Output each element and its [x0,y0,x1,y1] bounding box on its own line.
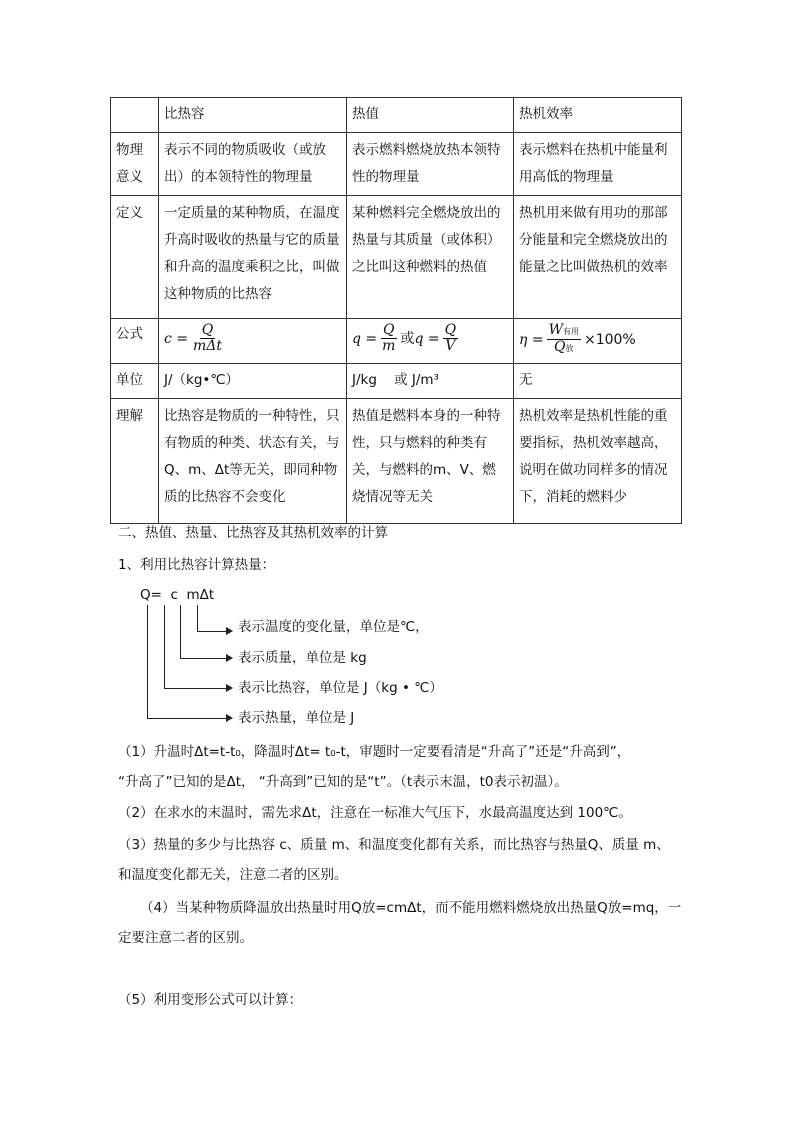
table-header-row [111,98,682,133]
formula-fraction [191,323,224,354]
label-mass: 表示质量，单位是 kg [238,650,367,666]
cell-meaning-specific-heat: 表示不同的物质吸收（或放出）的本领特性的物理量 [159,133,347,196]
note-1-line-2: “升高了”已知的是Δt， “升高到”已知的是“t”。（t表示末温，t0表示初温）。 [118,774,568,790]
label-specific-heat: 表示比热容，单位是 J（kg • ℃） [238,680,443,696]
connector-line [147,718,226,719]
formula-lhs: q = [352,330,378,347]
cell-formula-heat-value [347,319,514,364]
formula-denominator [552,340,575,356]
note-3-line-1: （3）热量的多少与比热容 c、质量 m、和温度变化都有关系，而比热容与热量Q、质量 m、 [118,837,670,853]
comparison-table [110,97,682,524]
formula-numerator [547,323,581,340]
formula-lhs: q = [414,330,440,347]
formula-fraction [547,323,581,356]
arrow-right-icon [226,714,233,722]
table-row [111,319,682,364]
denominator-subscript: 放 [565,344,574,353]
connector-line [180,605,181,658]
connector-line [147,605,148,718]
note-3-line-2: 和温度变化都无关，注意二者的区别。 [118,867,348,883]
table-row [111,196,682,319]
note-4-line-2: 定要注意二者的区别。 [118,930,253,946]
label-temperature-change: 表示温度的变化量，单位是℃， [238,619,429,635]
cell-definition-efficiency: 热机用来做有用功的那部分能量和完全燃烧放出的能量之比叫做热机的效率 [514,196,682,319]
note-2: （2）在求水的末温时，需先求Δt，注意在一标准大气压下，水最高温度达到 100℃。 [118,805,632,821]
note-4-line-1: （4）当某种物质降温放出热量时用Q放=cmΔt，而不能用燃料燃烧放出热量Q放=mq，一 [140,900,682,916]
section-heading: 二、热值、热量、比热容及其热机效率的计算 [118,525,388,541]
formula-tail: ×100% [583,331,636,348]
arrow-right-icon [226,627,233,635]
cell-formula-specific-heat [159,319,347,364]
label-heat: 表示热量，单位是 J [238,710,355,726]
heat-formula: Q= c mΔt [140,587,215,603]
formula-numerator: Q [201,322,214,338]
connector-line [164,605,165,688]
header-heat-value: 热值 [347,98,514,133]
formula-denominator: V [445,338,456,354]
formula-numerator: Q [383,322,395,338]
cell-understanding-heat-value: 热值是燃料本身的一种特性，只与燃料的种类有关，与燃料的m、V、燃烧情况等无关 [347,399,514,524]
subsection-heading: 1、利用比热容计算热量： [118,557,276,573]
cell-meaning-efficiency: 表示燃料在热机中能量利用高低的物理量 [514,133,682,196]
specific-heat-formula [164,323,227,354]
note-5: （5）利用变形公式可以计算： [118,992,303,1008]
row-label-formula: 公式 [111,319,159,364]
cell-meaning-heat-value: 表示燃料燃烧放热本领特性的物理量 [347,133,514,196]
cell-definition-heat-value: 某种燃料完全燃烧放出的热量与其质量（或体积）之比叫这种燃料的热值 [347,196,514,319]
formula-fraction [380,323,397,354]
formula-lhs: η = [519,331,544,348]
connector-line [197,631,226,632]
cell-unit-specific-heat: J/（kg•℃） [159,364,347,399]
header-specific-heat: 比热容 [159,98,347,133]
cell-formula-efficiency [514,319,682,364]
header-cell-empty [111,98,159,133]
row-label-definition: 定义 [111,196,159,319]
table-row [111,364,682,399]
connector-line [164,688,226,689]
formula-denominator: m [382,338,396,354]
denominator-symbol: Q [554,339,566,355]
formula-denominator: mΔt [193,338,223,354]
cell-definition-specific-heat: 一定质量的某种物质，在温度升高时吸收的热量与它的质量和升高的温度乘积之比，叫做这种物质的比热容 [159,196,347,319]
formula-or: 或 [400,330,415,347]
note-1-line-1: （1）升温时Δt=t-t₀，降温时Δt= t₀-t，审题时一定要看清是“升高了”还是“升高到”， [118,744,631,760]
header-efficiency: 热机效率 [514,98,682,133]
cell-unit-efficiency: 无 [514,364,682,399]
cell-understanding-efficiency: 热机效率是热机性能的重要指标，热机效率越高，说明在做功同样多的情况下，消耗的燃料少 [514,399,682,524]
cell-understanding-specific-heat: 比热容是物质的一种特性，只有物质的种类、状态有关，与Q、m、Δt等无关，即同种物质的比热容不会变化 [159,399,347,524]
numerator-symbol: W [548,322,563,338]
formula-numerator: Q [444,322,457,338]
efficiency-formula [519,323,636,356]
cell-unit-heat-value: J/kg 或 J/m³ [347,364,514,399]
connector-line [197,605,198,631]
table-row [111,399,682,524]
arrow-right-icon [226,684,233,692]
formula-fraction [443,323,458,354]
numerator-subscript: 有用 [562,327,579,336]
row-label-meaning: 物理意义 [111,133,159,196]
table-row [111,133,682,196]
row-label-unit: 单位 [111,364,159,399]
arrow-right-icon [226,654,233,662]
formula-lhs: c = [164,330,189,347]
row-label-understanding: 理解 [111,399,159,524]
connector-line [180,658,226,659]
heat-value-formula [352,323,461,354]
